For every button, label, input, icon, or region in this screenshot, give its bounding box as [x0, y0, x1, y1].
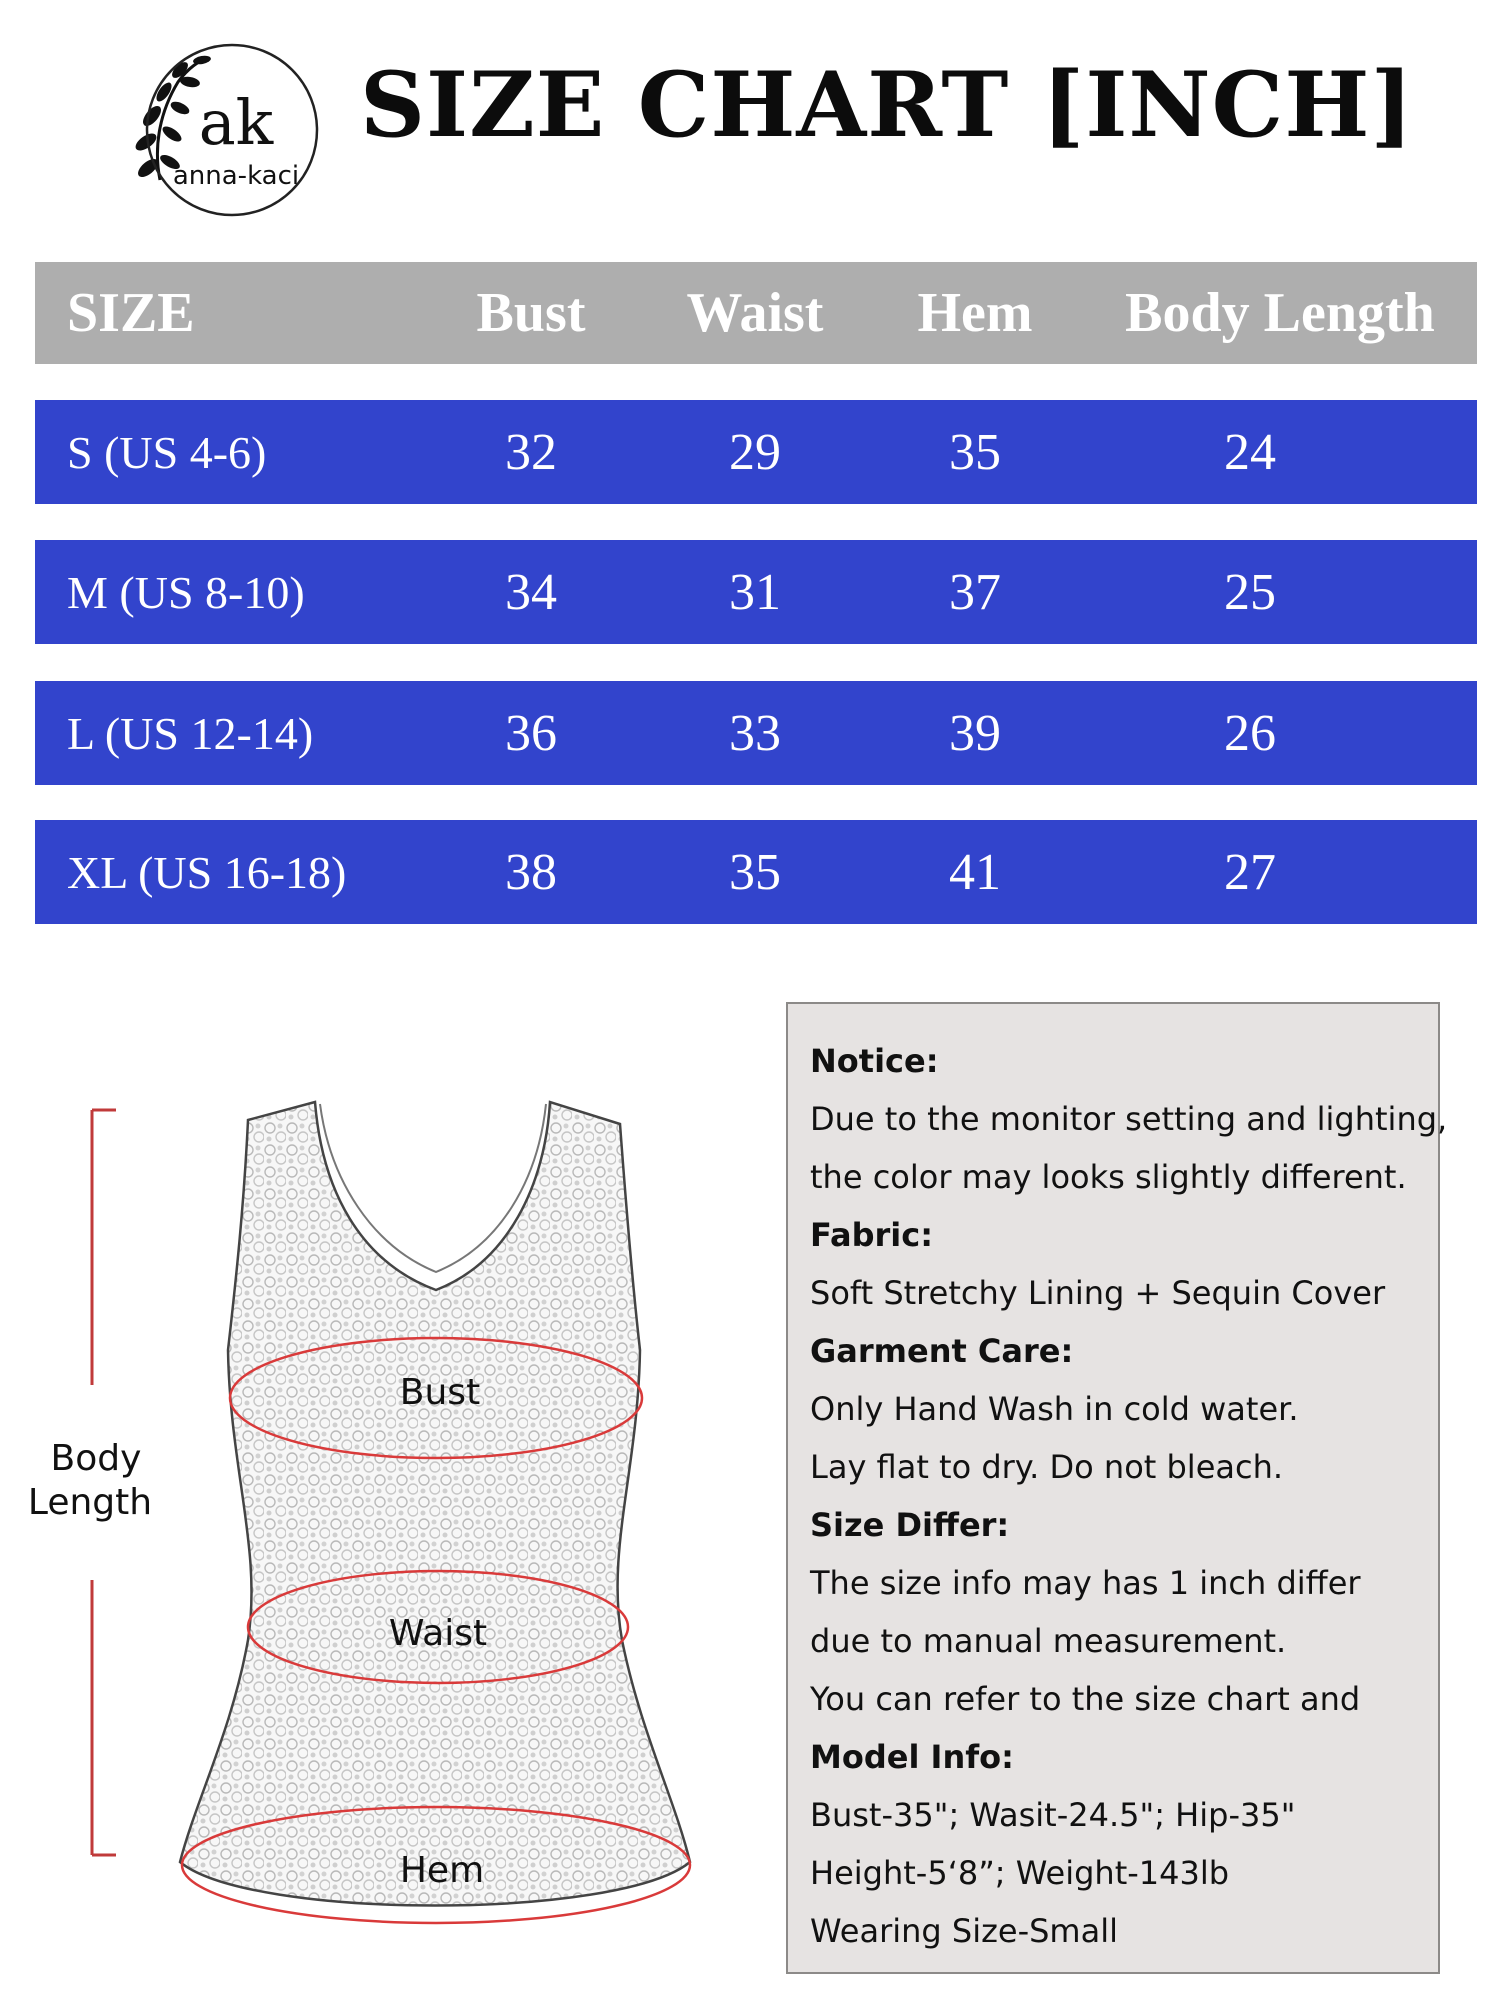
table-row	[35, 820, 1477, 924]
table-row	[35, 681, 1477, 785]
model-info-text: Wearing Size-Small	[810, 1912, 1118, 1950]
hem-value: 37	[949, 563, 1001, 621]
notice-text: the color may looks slightly different.	[810, 1158, 1407, 1196]
fabric-text: Soft Stretchy Lining + Sequin Cover	[810, 1274, 1386, 1312]
header-size: SIZE	[67, 282, 195, 344]
waist-value: 29	[729, 423, 781, 481]
model-info-text: Bust-35"; Wasit-24.5"; Hip-35"	[810, 1796, 1296, 1834]
bust-value: 36	[505, 704, 557, 762]
garment-care-heading: Garment Care:	[810, 1332, 1074, 1370]
waist-value: 35	[729, 843, 781, 901]
brand-logo	[112, 30, 322, 230]
bust-label: Bust	[399, 1372, 481, 1413]
bust-value: 38	[505, 843, 557, 901]
size-label: M (US 8-10)	[67, 566, 305, 618]
body-length-value: 27	[1224, 843, 1276, 901]
body-length-value: 25	[1224, 563, 1276, 621]
hem-value: 35	[949, 423, 1001, 481]
table-header	[35, 262, 1477, 364]
size-label: L (US 12-14)	[67, 707, 314, 759]
waist-value: 31	[729, 563, 781, 621]
notice-heading: Notice:	[810, 1042, 939, 1080]
size-label: XL (US 16-18)	[67, 846, 347, 898]
logo-brand-name: anna-kaci	[172, 161, 300, 191]
garment-care-text: Only Hand Wash in cold water.	[810, 1390, 1299, 1428]
bust-value: 32	[505, 423, 557, 481]
notice-panel	[786, 1002, 1448, 1974]
table-row	[35, 400, 1477, 504]
body-length-label-line1: Body	[50, 1438, 142, 1479]
logo-monogram: ak	[198, 86, 274, 159]
table-row	[35, 540, 1477, 644]
hem-value: 41	[949, 843, 1001, 901]
tank-top-illustration	[180, 1102, 690, 1906]
fabric-heading: Fabric:	[810, 1216, 933, 1254]
hem-value: 39	[949, 704, 1001, 762]
waist-value: 33	[729, 704, 781, 762]
hem-label: Hem	[399, 1850, 485, 1891]
size-differ-text: due to manual measurement.	[810, 1622, 1287, 1660]
header-bust: Bust	[476, 282, 586, 344]
bust-value: 34	[505, 563, 557, 621]
model-info-text: Height-5‘8”; Weight-143lb	[810, 1854, 1230, 1892]
body-length-value: 26	[1224, 704, 1276, 762]
body-length-label-line2: Length	[27, 1482, 153, 1523]
size-differ-heading: Size Differ:	[810, 1506, 1010, 1544]
size-label: S (US 4-6)	[67, 426, 267, 478]
header-body-length: Body Length	[1125, 282, 1435, 344]
size-differ-text: The size info may has 1 inch differ	[810, 1564, 1361, 1602]
page-title: SIZE CHART [INCH]	[360, 52, 1414, 158]
model-info-heading: Model Info:	[810, 1738, 1014, 1776]
size-differ-text: You can refer to the size chart and	[810, 1680, 1361, 1718]
garment-care-text: Lay flat to dry. Do not bleach.	[810, 1448, 1284, 1486]
body-length-value: 24	[1224, 423, 1276, 481]
measurement-diagram	[0, 1040, 760, 2000]
waist-label: Waist	[388, 1613, 488, 1654]
header-hem: Hem	[917, 282, 1033, 344]
notice-text: Due to the monitor setting and lighting,	[810, 1100, 1448, 1138]
header-waist: Waist	[686, 282, 824, 344]
